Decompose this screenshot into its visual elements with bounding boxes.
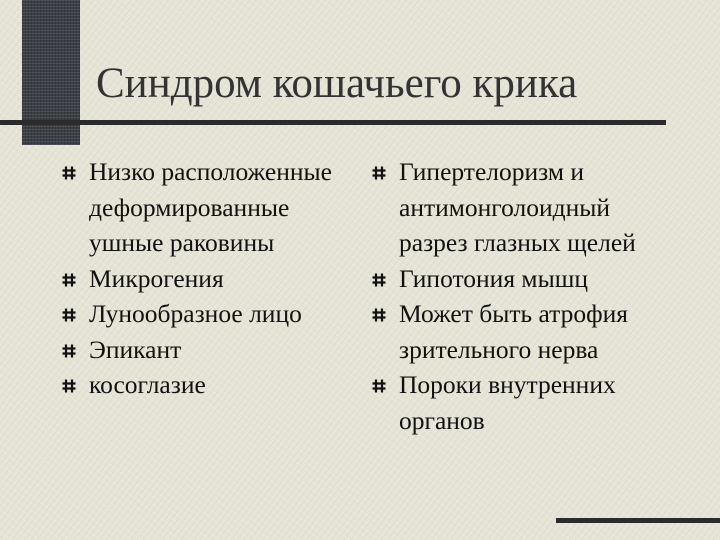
list-item-text: Гипотония мышц bbox=[399, 263, 588, 293]
list-item-text: косоглазие bbox=[89, 370, 206, 399]
list-item-text: Микрогения bbox=[89, 263, 224, 293]
list-item bbox=[62, 367, 352, 403]
list-item bbox=[62, 154, 352, 261]
hash-bullet-icon bbox=[62, 273, 76, 287]
list-item bbox=[62, 261, 352, 297]
list-item bbox=[62, 332, 352, 368]
hash-bullet-icon bbox=[372, 273, 386, 287]
list-item-text: Низко расположенные деформированные ушные раковины bbox=[89, 157, 332, 257]
list-item bbox=[372, 261, 672, 297]
list-item-text: Лунообразное лицо bbox=[89, 299, 302, 328]
hash-bullet-icon bbox=[62, 344, 76, 358]
left-bullet-list bbox=[62, 154, 352, 403]
slide-title: Синдром кошачьего крика bbox=[96, 60, 578, 107]
list-item-text: Эпикант bbox=[89, 334, 182, 364]
hash-bullet-icon bbox=[372, 166, 386, 180]
hash-bullet-icon bbox=[62, 379, 76, 393]
hash-bullet-icon bbox=[372, 308, 386, 322]
list-item bbox=[372, 367, 672, 438]
bottom-accent-rule bbox=[556, 518, 720, 523]
right-bullet-list bbox=[372, 154, 672, 438]
hash-bullet-icon bbox=[62, 166, 76, 180]
list-item bbox=[62, 296, 352, 332]
list-item bbox=[372, 296, 672, 367]
list-item bbox=[372, 154, 672, 261]
list-item-text: Пороки внутренних органов bbox=[399, 370, 616, 435]
list-item-text: Может быть атрофия зрительного нерва bbox=[399, 299, 629, 364]
hash-bullet-icon bbox=[372, 379, 386, 393]
list-item-text: Гипертелоризм и антимонголоидный разрез глазных щелей bbox=[399, 157, 636, 257]
hash-bullet-icon bbox=[62, 308, 76, 322]
title-underline bbox=[0, 120, 666, 125]
